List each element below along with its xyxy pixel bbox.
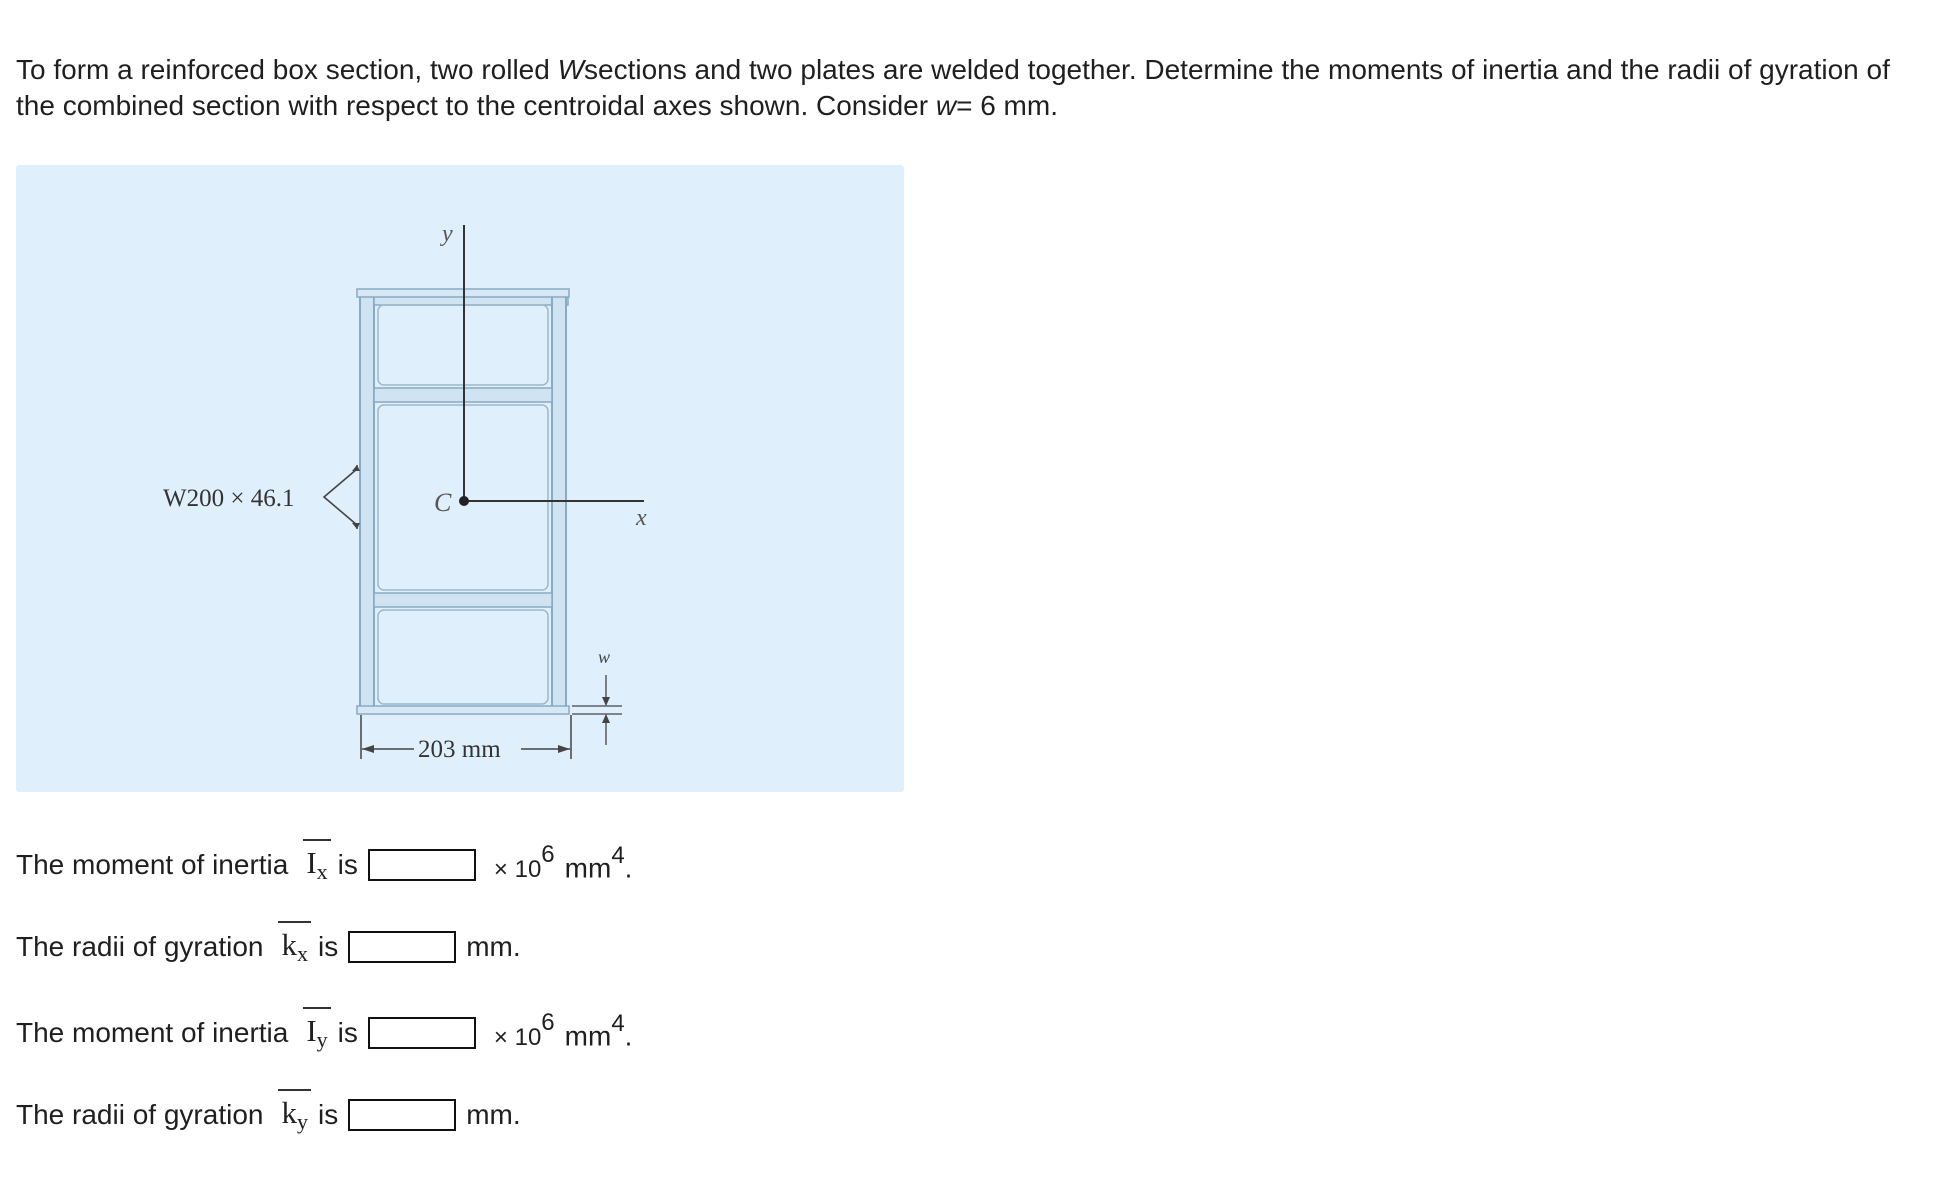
ky-answer-input[interactable]	[348, 1099, 456, 1131]
question-kx-is: is	[317, 931, 339, 962]
iy-times-exp: 6	[541, 1008, 555, 1036]
section-callout-label: W200 × 46.1	[163, 485, 295, 512]
ix-answer-input[interactable]	[368, 849, 476, 881]
question-ky-is: is	[317, 1099, 339, 1130]
y-axis-label: y	[442, 221, 453, 247]
kx-unit: mm.	[466, 931, 521, 962]
figure-panel	[16, 165, 904, 792]
ix-unit-exp: 4	[611, 841, 625, 869]
question-ky	[16, 1095, 521, 1135]
question-ix	[16, 840, 633, 885]
ix-symbol-sub: x	[316, 859, 328, 884]
box-section-diagram	[16, 165, 904, 792]
problem-text-2: sections and two plates are welded together. Determine the moments of inertia and the radii of gyration of the combined section with respect to the centroidal axes shown. Consider	[16, 54, 1890, 121]
problem-W-symbol: W	[557, 54, 585, 85]
kx-symbol	[281, 929, 308, 965]
ix-unit-text: mm	[564, 852, 612, 884]
ix-unit	[564, 841, 633, 884]
centroid-label: C	[434, 488, 452, 517]
ky-symbol-sub: y	[296, 1109, 308, 1134]
centroid-point	[459, 496, 469, 506]
iy-symbol	[306, 1015, 327, 1051]
iy-unit-end: .	[624, 1020, 633, 1052]
question-kx-prefix: The radii of gyration	[16, 931, 264, 962]
ix-times-text: × 10	[493, 855, 542, 883]
width-dimension	[361, 715, 571, 763]
question-ix-is: is	[337, 849, 358, 880]
question-iy-is: is	[337, 1017, 358, 1048]
iy-times	[493, 1008, 555, 1052]
question-ky-prefix: The radii of gyration	[16, 1099, 264, 1130]
ix-times	[493, 840, 555, 884]
ky-symbol-letter: k	[281, 1095, 297, 1130]
iy-unit-text: mm	[564, 1020, 612, 1052]
ix-unit-end: .	[624, 852, 633, 884]
problem-text-3: = 6 mm.	[956, 90, 1058, 121]
iy-unit-exp: 4	[611, 1009, 625, 1037]
ix-times-exp: 6	[541, 840, 555, 868]
thickness-label: w	[598, 647, 611, 667]
problem-text-1: To form a reinforced box section, two rolled	[16, 54, 558, 85]
problem-w-symbol: w	[935, 90, 957, 121]
iy-symbol-letter: I	[306, 1013, 317, 1048]
question-iy-prefix: The moment of inertia	[16, 1017, 289, 1048]
x-axis-label: x	[636, 505, 647, 531]
question-iy	[16, 1008, 633, 1053]
iy-times-text: × 10	[493, 1023, 542, 1051]
ix-symbol-letter: I	[306, 845, 317, 880]
kx-symbol-letter: k	[281, 927, 297, 962]
lower-web	[374, 593, 552, 607]
kx-symbol-sub: x	[296, 941, 308, 966]
iy-answer-input[interactable]	[368, 1017, 476, 1049]
problem-statement	[16, 52, 1916, 124]
thickness-dimension	[572, 647, 622, 745]
iy-symbol-sub: y	[316, 1027, 328, 1052]
width-dimension-label: 203 mm	[418, 736, 501, 763]
bottom-plate	[357, 706, 569, 714]
question-kx	[16, 927, 521, 967]
ky-symbol	[281, 1097, 308, 1133]
ky-unit: mm.	[466, 1099, 521, 1130]
kx-answer-input[interactable]	[348, 931, 456, 963]
section-callout-leader	[324, 469, 357, 525]
iy-unit	[564, 1009, 633, 1052]
ix-symbol	[306, 847, 327, 883]
question-ix-prefix: The moment of inertia	[16, 849, 289, 880]
